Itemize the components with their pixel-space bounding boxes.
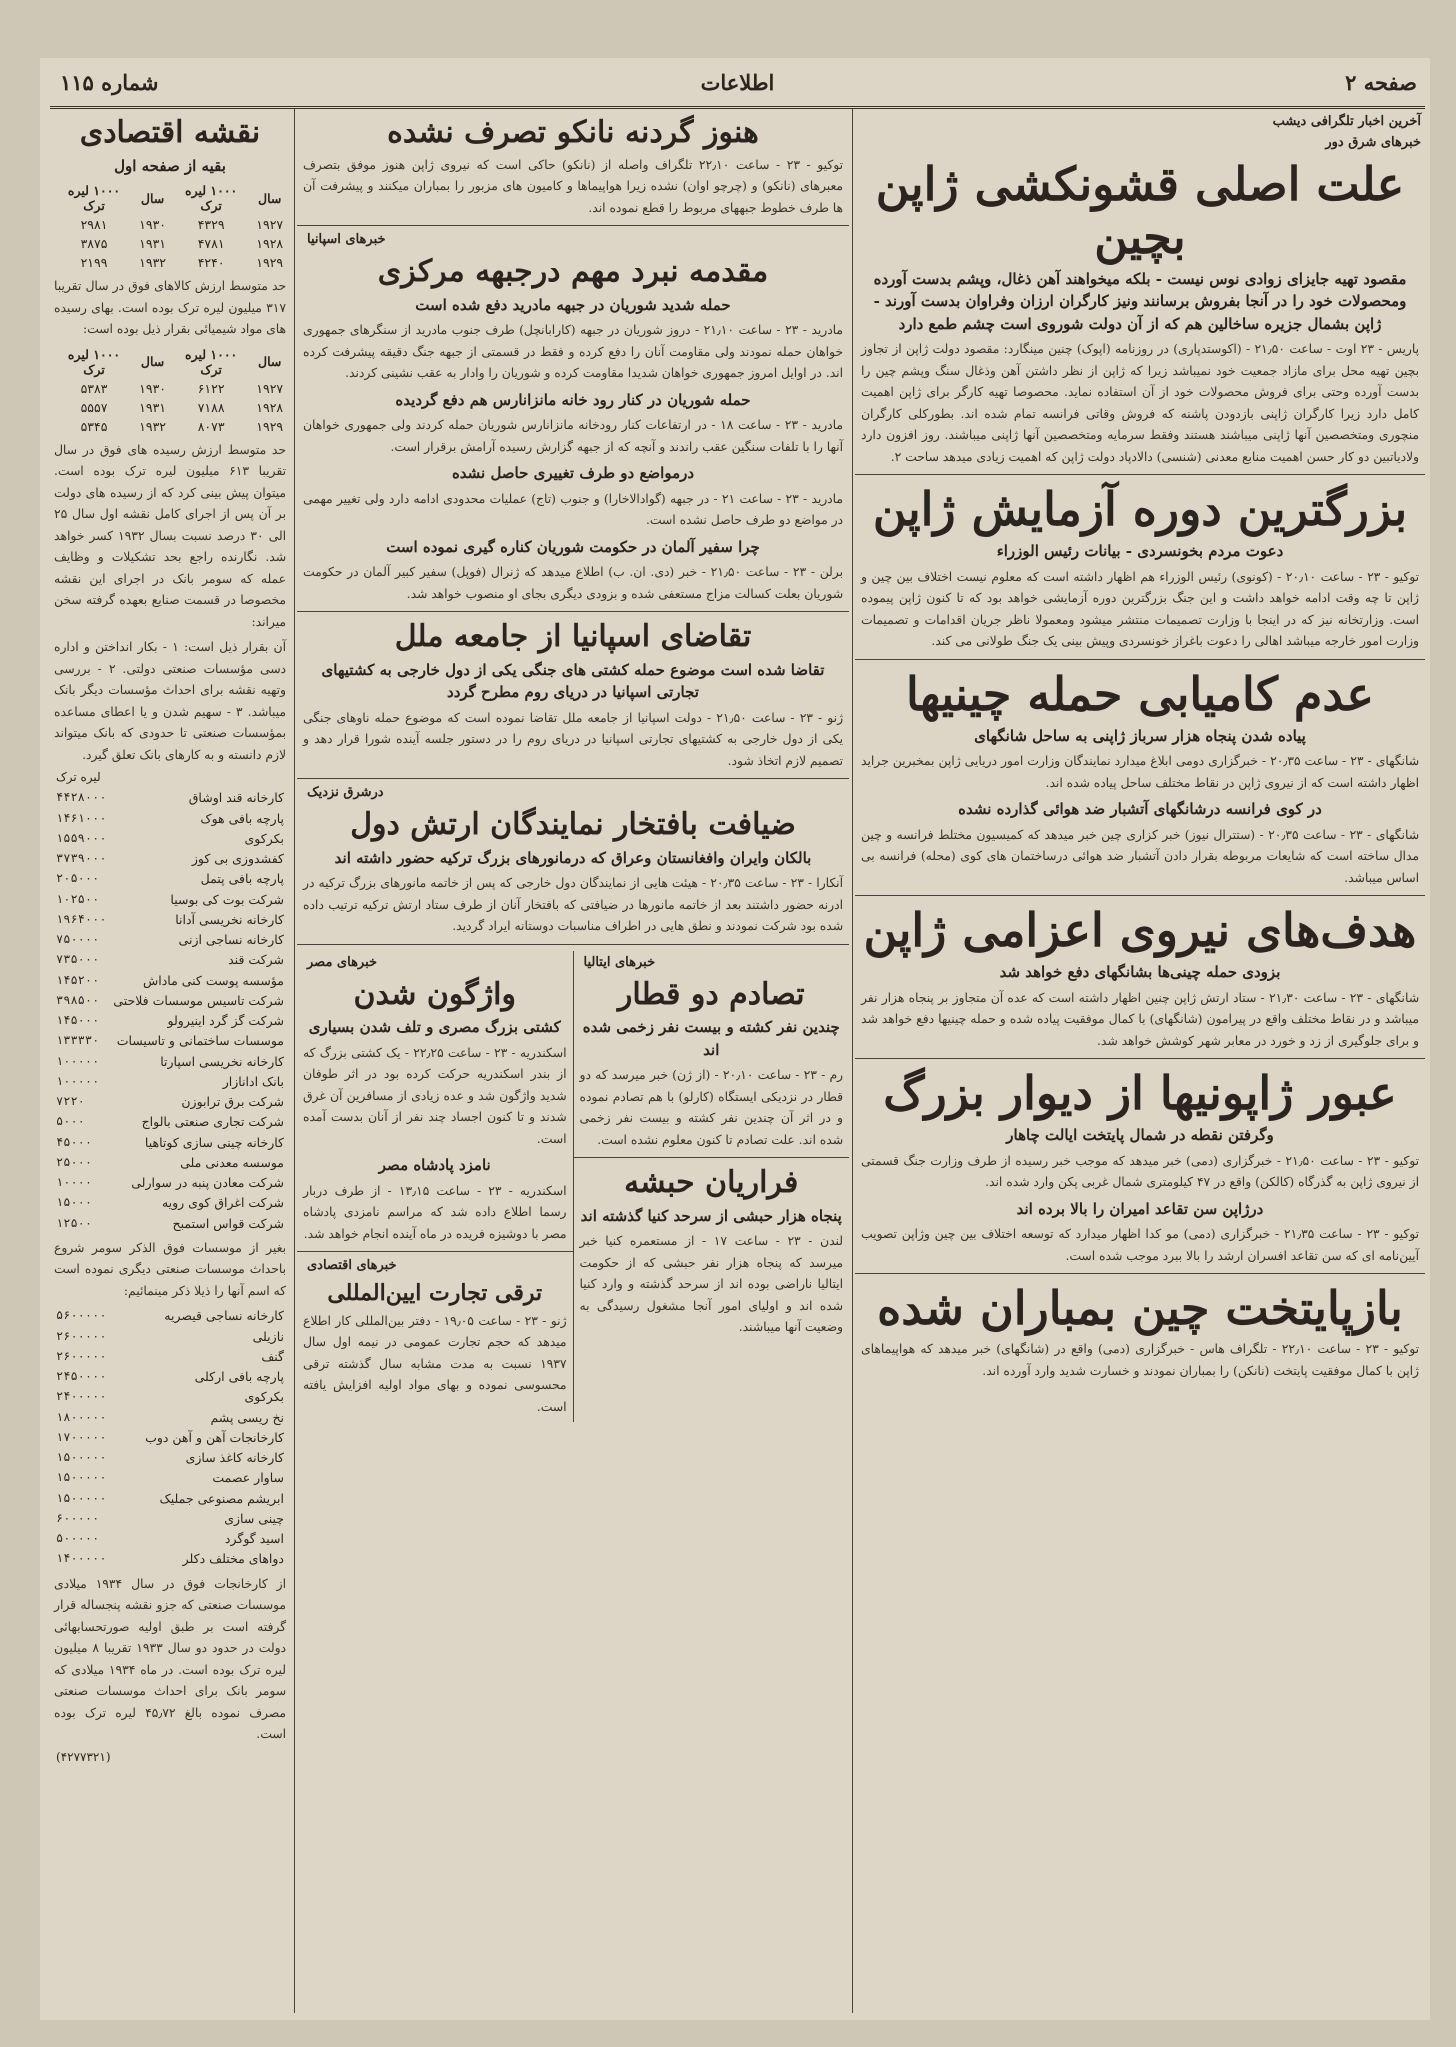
headline-banquet: ضیافت بافتخار نمایندگان ارتش دول (350, 807, 796, 843)
list-item (56, 1214, 284, 1234)
article-retirement-age: توکیو - ۲۳ - ساعت ۲۱٫۳۵ - خبرگزاری (دمی) مو کدا اظهار میدارد که توسعه اختلاف بین چین وژاپن تصویب آیین‌نامه ای که سن تقاعد افسران ارشد را بالا ببرد موجب شده است. (861, 1227, 1419, 1263)
headline-no-change: درمواضع دو طرف تغییری حاصل نشده (451, 464, 695, 483)
list-item (56, 1306, 284, 1326)
list-item (56, 1529, 284, 1549)
list-item (56, 1072, 284, 1092)
table-row: ۱۹۲۸ ۷۱۸۸ ۱۹۳۱ ۵۵۵۷ (80, 399, 284, 415)
subhead-central-front: حمله شدید شوریان در جبهه مادرید دفع شده است (415, 295, 731, 314)
headline-capital-bombed: بازپایتخت چین بمباران شده (877, 1281, 1403, 1336)
headline-german-ambassador: چرا سفیر آلمان در حکومت شوریان کناره گیری نموده است (386, 537, 760, 556)
column-left (48, 108, 292, 2013)
article-german-ambassador: برلن - ۲۳ - ساعت ۲۱٫۵۰ - خبر (دی. ان. ب) اطلاع میدهد که ژنرال (فوپل) سفیر کبیر آلمان در حکومت شوریان بعلت کسالت مزاج مستعفی شده و بزودی دیگری بجای او منصوب خواهد شد. (303, 565, 844, 601)
company-value: ۶۰۰۰۰۰ (56, 1510, 100, 1525)
table-header: ۱۰۰۰ لیره ترک (185, 346, 238, 377)
company-value: ۵۰۰۰ (56, 1114, 85, 1129)
section-economy: خبرهای اقتصادی (307, 1258, 397, 1274)
list-item (56, 1468, 284, 1488)
headline-central-front: مقدمه نبرد مهم درجبهه مرکزی (377, 254, 769, 290)
list-item (56, 1367, 284, 1387)
company-name: کارخانه نخریسی آدانا (175, 911, 284, 927)
company-name: بانک ادانازار (222, 1073, 284, 1089)
section-egypt: خبرهای مصر (307, 954, 378, 970)
headline-economic-plan: نقشه اقتصادی (79, 115, 261, 150)
article-great-wall: توکیو - ۲۳ - ساعت ۲۱٫۵۰ - خبرگزاری (دمی) خبر میدهد که موجب خبر رسیده از طرف وزارت جنگ قسمتی از نیروی ژاپن به گذرگاه (کالکن) واقع در ۴۷ کیلومتری شمال غربی پکن وارد شده اند. (861, 1153, 1419, 1190)
company-value: ۷۵۰۰۰۰ (56, 932, 100, 947)
headline-intl-trade: ترقی تجارت ایین‌المللی (327, 1280, 543, 1307)
divider (574, 1157, 850, 1158)
article-japan-china-cause: پاریس - ۲۳ اوت - ساعت ۲۱٫۵۰ - (اکوستدپاری) در روزنامه (اپوک) چنین مینگارد: مقصود دولت ژاپن از تجاوز بچین تهیه محل برای مازاد جمعیت خود نمیباشد زیرا که ژاپن از نظر داشتن آهن وذغال سنگ وپشم چین را بدست آورده وحتی برای فروش محصولات خود از آن استفاده نماید. محصوصا تهیه کارگر برای ژاپن اهمیت کامل دارد زیرا کارگران ژاپنی بازدودن پاشنه که فروش وقاتی فرانسه تمام شده اند. بطورکلی کارگران منچوری ومتخصصین آنها ژاپنی میباشند هستند وفقط سرمایه ومتخصصین آنها ژاپنی میباشند. روز افزون دارد ولادیاتبین دو کار حسن اهمیت منابع معدنی (شنسی) دالادپاد دولت ژاپن که اهمیت زیادی میدهد ساحت ۲. (861, 342, 1419, 464)
list-item (56, 1428, 284, 1448)
headline-retirement-age: درژاپن سن تقاعد امیران را بالا برده اند (1016, 1199, 1264, 1218)
company-value: ۷۲۲۰ (56, 1094, 85, 1109)
list-item (56, 1173, 284, 1193)
company-value: ۲۶۰۰۰۰۰ (56, 1328, 107, 1343)
company-value: ۱۵۰۰۰۰۰ (56, 1490, 107, 1505)
subhead-japan-targets: بزودی حمله چینی‌ها بشانگهای دفع خواهد شد (999, 963, 1281, 982)
section-spain: خبرهای اسپانیا (307, 232, 386, 248)
table-row: ۱۹۲۸ ۴۷۸۱ ۱۹۳۱ ۳۸۷۵ (80, 236, 284, 251)
table-row: ۱۹۲۹ ۴۲۴۰ ۱۹۳۲ ۲۱۹۹ (80, 255, 284, 270)
table-header: سال (140, 190, 165, 206)
list-item (56, 971, 284, 991)
table-header: ۱۰۰۰ لیره ترک (67, 346, 121, 377)
list-item (56, 829, 284, 849)
company-name: کارخانه چینی سازی کوتاهیا (144, 1134, 284, 1150)
company-value: ۱۵۰۰۰۰۰ (56, 1470, 107, 1485)
list-item (56, 1011, 284, 1031)
headline-manzanares: حمله شوریان در کنار رود خانه مانزانارس هم دفع گردیده (395, 390, 751, 409)
company-value: ۲۶۰۰۰۰۰ (56, 1348, 107, 1363)
company-name: شرکت تجاری صنعتی بالواج (141, 1114, 284, 1130)
company-name: اسید گوگرد (224, 1531, 284, 1547)
list-item (56, 1509, 284, 1529)
subhead-japan-trial: دعوت مردم بخونسردی - بیانات رئیس الوزراء (996, 542, 1284, 561)
company-name: نخ ریسی پشم (210, 1409, 284, 1425)
article-capsized: اسکندریه - ۲۳ - ساعت ۲۲٫۲۵ - یک کشتی بزرگ که از بندر اسکندریه حرکت کرده بود در اثر طوفان شدید واژگون شد و عده زیادی از مسافرین آن غرق شدند و تا کنون اجساد چند نفر از آنان بدست آمده است. (303, 1045, 567, 1146)
list-item (56, 930, 284, 950)
company-value: ۵۰۰۰۰۰ (56, 1531, 100, 1546)
article-league-of-nations: ژنو - ۲۳ - ساعت ۲۱٫۵۰ - دولت اسپانیا از جامعه ملل تقاضا نموده است که موضوع حمله ناوهای جنگی یکی از دول خارجی به کشتیهای تجارتی اسپانیا در دریای روم را در دستور جلسه آینده شورا قرار دهد و تصمیم لازم اتخاذ شود. (303, 710, 844, 768)
table-row: ۱۹۲۹ ۸۰۷۳ ۱۹۳۲ ۵۳۴۵ (80, 418, 284, 434)
company-name: کارخانجات آهن و آهن دوب (145, 1429, 284, 1445)
companies-list-2 (56, 1306, 284, 1569)
list-item (56, 1092, 284, 1112)
company-name: موسسات ساختمانی و تاسیسات (116, 1033, 284, 1049)
headline-king-fiancee: نامزد پادشاه مصر (378, 1156, 491, 1175)
company-value: ۱۰۲۵۰۰ (56, 891, 100, 906)
companies-list (56, 788, 284, 1234)
company-name: گنف (261, 1348, 284, 1364)
article-french-quarter: شانگهای - ۲۳ - ساعت ۲۰٫۳۵ - (ستترال نیوز) خبر کزاری چین خبر میدهد که کمیسیون مختلط فرانسه و چین مدال ساخته است که شایعات مربوطه بقرار دادن آتشبار ضد هوائی درساختمان های کوی (محله) فرانسه بی اساس میباشد. (861, 827, 1419, 885)
footer-code: (۴۲۷۷۳۲۱) (56, 1749, 111, 1764)
company-value: ۲۴۵۰۰۰۰ (56, 1369, 107, 1384)
divider (855, 1058, 1425, 1059)
article-chinese-attack: شانگهای - ۲۳ - ساعت ۲۰٫۳۵ - خبرگزاری دومی ابلاغ میدارد نمایندگان وزارت امور دریایی ژاپن بمخبرین جراید اظهار داشته است که از نیروی ژاپن در نقاط مختلف ساحل پیاده شده اند. (861, 754, 1420, 790)
company-name: شرکت اغراق کوی رویه (161, 1195, 284, 1211)
column-rule (852, 108, 853, 2013)
table-header: سال (258, 190, 282, 206)
unit-label: لیره ترک (56, 770, 101, 785)
headline-japan-targets: هدف‌های نیروی اعزامی ژاپن (863, 903, 1417, 958)
company-value: ۴۵۰۰۰ (56, 1134, 93, 1149)
divider (855, 659, 1425, 660)
section-near-east: درشرق نزدیک (307, 785, 384, 801)
company-name: پارچه بافی پتمل (200, 871, 284, 887)
company-name: شرکت گز گرد اینیرولو (167, 1013, 284, 1029)
divider (297, 778, 849, 779)
headline-train-collision: تصادم دو قطار (617, 976, 805, 1012)
company-value: ۱۰۰۰۰۰ (56, 1073, 100, 1088)
company-name: شرکت برق ترابوزن (181, 1094, 284, 1110)
company-value: ۳۹۸۵۰۰ (56, 992, 100, 1007)
divider (855, 895, 1425, 896)
company-name: ساوار عصمت (212, 1470, 284, 1486)
company-value: ۳۷۳۹۰۰۰ (56, 851, 107, 866)
company-name: کفشدوزی بی کوز (191, 851, 284, 867)
headline-japan-china-cause: علت اصلی قشونکشی ژاپن بچین (875, 157, 1405, 264)
company-value: ۱۷۰۰۰۰۰ (56, 1429, 107, 1444)
kicker-latest-news: آخرین اخبار تلگرافی دیشب (1272, 114, 1421, 129)
company-value: ۲۰۵۰۰۰ (56, 871, 100, 886)
headline-league-of-nations: تقاضای اسپانیا از جامعه ملل (394, 619, 752, 655)
article-train-collision: رم - ۲۳ - ساعت ۲۰٫۱۰ - (از ژن) خبر میرسد که دو قطار در نزدیکی ایستگاه (کارلو) با هم تصادم نموده و در اثر آن چندین نفر کشته و بیست نفر زخمی شده اند. علت تصادم تا کنون معلوم نشده است. (579, 1068, 843, 1147)
company-value: ۵۶۰۰۰۰۰ (56, 1308, 107, 1323)
company-name: موسسه معدنی ملی (180, 1154, 284, 1170)
subhead-banquet: بالکان وایران وافغانستان وعراق که درمانورهای بزرگ ترکیه حضور داشته اند (334, 848, 812, 867)
company-name: ابریشم مصنوعی جملیک (159, 1490, 284, 1506)
article-nankou-pass: توکیو - ۲۳ - ساعت ۲۲٫۱۰ تلگراف واصله از (نانکو) حاکی است که نیروی ژاپن هنوز موفق بتصرف معبرهای (نانکو) و (چرچو اوان) نشده زیرا هواپیماها و کامیون های مزبور را بمباران میکنند و پیشرفت آن ها طرف خطوط جبههای مربوط را قطع نموده اند. (303, 157, 843, 215)
list-item (56, 1052, 284, 1072)
list-item (56, 788, 284, 808)
company-value: ۱۴۵۲۰۰ (56, 972, 100, 987)
company-name: پارچه بافی ارکلی (194, 1369, 284, 1385)
paragraph-new-factories: بغیر از موسسات فوق الذکر سومر شروع باحداث موسسات صنعتی دیگری نموده است که اسم آنها را ذیلا ذکر مینمائیم: (54, 1240, 286, 1298)
company-name: کارخانه نخریسی اسپارتا (160, 1053, 284, 1069)
article-manzanares: مادرید - ۲۳ - ساعت ۱۸ - در ارتفاعات کنار رودخانه مانزانارس شوریان حمله کردند ولی جمهوری خواهان آنها را با تلفات سنگین عقب راندند و آنچه که از جبهه گزارش رسیده آرامش برقرار است. (303, 418, 843, 454)
list-item (56, 869, 284, 889)
company-name: کارخانه قند اوشاق (188, 790, 284, 806)
list-item (56, 849, 284, 869)
subhead-great-wall: وگرفتن نقطه در شمال پایتخت ایالت چاهار (1006, 1126, 1274, 1145)
article-japan-targets: شانگهای - ۲۳ - ساعت ۲۱٫۳۰ - ستاد ارتش ژاپن چنین اظهار داشته است که عده آن متجاوز بر پنجاه هزار نفر میباشد و در نقاط مختلف واقع در پیرامون (شانگهای) با کمال موفقیت پیاده شده و حمله چینیها دفع خواهد شد و برای جلوگیری از زد و خورد در معابر شهر کوشش خواهد شد. (861, 990, 1420, 1048)
company-value: ۱۴۰۰۰۰۰ (56, 1551, 107, 1566)
masthead (50, 66, 1425, 109)
company-name: کارخانه کاغذ سازی (185, 1450, 284, 1466)
column-middle (297, 108, 849, 2013)
company-name: شرکت معادن پنبه در سوارلی (131, 1175, 284, 1191)
company-value: ۱۴۵۰۰۰ (56, 1013, 100, 1028)
list-item (56, 809, 284, 829)
list-item (56, 1448, 284, 1468)
list-item (56, 1387, 284, 1407)
divider (297, 225, 849, 226)
article-banquet: آنکارا - ۲۳ - ساعت ۲۰٫۳۵ - هیئت هایی از نمایندگان دول خارجی که پس از خاتمه مانورهای بزرگ ترکیه در ادرنه حضور داشتند بعد از خاتمه مانورها در ضیافتی که بافتخار آنان از طرف ستاد ارتش ترکیه ترتیب داده شده بود شرکت نمودند و نطق هایی در اطراف مناسبات دوستانه ایراد گردید. (303, 876, 844, 934)
company-value: ۲۴۰۰۰۰۰ (56, 1389, 107, 1404)
company-name: شرکت بوت کی بوسیا (170, 891, 284, 907)
list-item (56, 1133, 284, 1153)
kicker-far-east: خبرهای شرق دور (1325, 135, 1421, 150)
company-value: ۲۵۰۰۰ (56, 1154, 93, 1169)
paragraph-sumer-bank: حد متوسط ارزش رسیده های فوق در سال تقریبا ۶۱۳ میلیون لیره ترک بوده است. میتوان پیش بینی کرد که از رسیده های دولت بر آن پس از اجرای کامل نقشه اول سال ۲۵ الی ۳۰ درصد نسبت بسال ۱۹۳۲ کسر خواهد شد. نگارنده راجع بحد تشکیلات و وظایف عمله که سومر بانک در اجرای این نقشه مخصوصا در قسمت صنایع بعهده گرفته سخن میراند: (54, 442, 286, 629)
company-name: نازیلی (252, 1328, 284, 1344)
divider (297, 1251, 573, 1252)
company-name: کارخانه نساجی قیصریه (164, 1308, 284, 1324)
paragraph-bank-duties: آن بقرار ذیل است: ۱ - بکار انداختن و اداره دسی مؤسسات صنعتی دولتی. ۲ - بررسی وتهیه نقشه برای احداث مؤسسات دیگر بانک میباشد. ۳ - سهیم شدن و یا اعطای مساعده بمؤسسات صنعتی تا حدودی که بانک میتواند لازم دانسته و به کارهای بانک تعلق گیرد. (54, 640, 287, 762)
subhead-train-collision: چندین نفر کشته و بیست نفر زخمی شده اند (582, 1018, 840, 1059)
subhead-ethiopian-refugees: پنجاه هزار حبشی از سرحد کنیا گذشته اند (580, 1206, 842, 1225)
list-item (56, 910, 284, 930)
subhead-league-of-nations: تقاضا شده است موضوع حمله کشتی های جنگی یکی از دول خارجی به کشتیهای تجارتی اسپانیا در دریای روم مطرح گردد (321, 660, 825, 702)
company-value: ۱۹۶۴۰۰۰ (56, 911, 107, 926)
company-name: مؤسسه پوست کنی ماداش (142, 972, 284, 988)
company-name: بکرکوی (244, 1389, 284, 1405)
list-item (56, 950, 284, 970)
headline-japan-trial: بزرگترین دوره آزمایش ژاپن (872, 482, 1408, 537)
company-value: ۱۵۰۰۰ (56, 1195, 93, 1210)
company-name: بکرکوی (244, 830, 284, 846)
company-value: ۷۳۵۰۰۰ (56, 952, 100, 967)
company-name: شرکت قواس استمبح (172, 1215, 284, 1231)
divider (297, 611, 849, 612)
company-value: ۱۸۰۰۰۰۰ (56, 1409, 107, 1424)
company-name: شرکت تاسیس موسسات فلاحتی (113, 992, 284, 1008)
list-item (56, 1153, 284, 1173)
divider (855, 474, 1425, 475)
column-right (855, 108, 1425, 2013)
company-value: ۱۳۳۳۳۰ (56, 1033, 100, 1048)
headline-great-wall: عبور ژاپونیها از دیوار بزرگ (883, 1066, 1397, 1121)
company-name: کارخانه نساجی ازنی (178, 932, 284, 948)
article-central-front: مادرید - ۲۳ - ساعت ۲۱٫۱۰ - دروز شوریان در جبهه (کارابانچل) طرف جنوب مادرید از سنگرهای جمهوری خواهان حمله نمودند ولی مقاومت آنان را دفع کرده و فقط در قسمتی از جبهه جنگ دقیقه پیشرفت کرده اند. در اوایل امروز جمهوری خواهان شدیدا مقاومت کرده و شوریان را وادار به عقب نشینی کردند. (303, 323, 844, 381)
divider (297, 944, 849, 945)
list-item (56, 1112, 284, 1132)
headline-capsized: واژگون شدن (353, 976, 516, 1012)
list-item (56, 1408, 284, 1428)
table-header: ۱۰۰۰ لیره ترک (67, 183, 121, 213)
table-row: ۱۹۲۷ ۶۱۲۲ ۱۹۳۰ ۵۳۸۳ (80, 380, 284, 396)
list-item (56, 890, 284, 910)
list-item (56, 1549, 284, 1569)
table-header: سال (258, 354, 282, 370)
article-japan-trial: توکیو - ۲۳ - ساعت ۲۰٫۱۰ - (کونوی) رئیس الوزراء هم اظهار داشته است که معلوم نیست اختلاف بین چین و ژاپن تا چه وقت ادامه خواهد داشت و این جنگ بزرگترین دوره آزمایشی خواهد بود که تا کنون ژاپن پیموده است. وزارتخانه نیز که در اینجا با وزارت تصمیمات منتشر میشود ومعمولا ناظر جریان اقدامات و تصمیمات وزارت امور خارجه میباشد اهالی را دعوت باغراز خونسردی وپیش بینی یک جنگ طولانی می کند. (861, 569, 1420, 649)
newspaper-name: اطلاعات (700, 70, 775, 95)
subhead-chinese-attack: پیاده شدن پنجاه هزار سرباز ژاپنی به ساحل شانگهای (974, 726, 1306, 745)
headline-chinese-attack: عدم کامیابی حمله چینیها (906, 666, 1374, 721)
article-king-fiancee: اسکندریه - ۲۳ - ساعت ۱۳٫۱۵ - از طرف دربار رسما اطلاع داده شد که مراسم نامزدی پادشاه مصر با دوشیزه فریده در ماه آینده انجام خواهد شد. (303, 1183, 567, 1241)
table-imports-2 (53, 345, 287, 436)
company-value: ۱۲۵۰۰ (56, 1215, 93, 1230)
list-item (56, 1347, 284, 1367)
company-value: ۱۰۰۰۰ (56, 1175, 93, 1190)
headline-nankou-pass: هنوز گردنه نانکو تصرف نشده (387, 115, 759, 150)
egypt-subcolumn (297, 951, 573, 1423)
article-ethiopian-refugees: لندن - ۲۳ - ساعت ۱۷ - از مستعمره کنیا خبر میرسد که پنجاه هزار نفر حبشی که از حکومت ایتالیا ناراضی بوده اند از سرحد گذشته و وارد کنیا شده اند و اولیای امور آنجا مشغول رسیدگی به وضعیت آنها میباشند. (579, 1234, 843, 1335)
italy-subcolumn (573, 951, 850, 1423)
list-item (56, 1193, 284, 1213)
lower-split (297, 951, 849, 1423)
article-intl-trade: ژنو - ۲۳ - ساعت ۱۹٫۰۵ - دفتر بین‌المللی کار اطلاع میدهد که حجم تجارت عمومی در نیمه اول سال ۱۹۳۷ نسبت به مدت مشابه سال گذشته ترقی محسوسی نموده و بهای مواد اولیه افزایش یافته است. (303, 1313, 567, 1414)
table-header: ۱۰۰۰ لیره ترک (185, 183, 238, 213)
list-item (56, 991, 284, 1011)
article-no-change: مادرید - ۲۳ - ساعت ۲۱ - در جبهه (گوادالاخارا) و جنوب (تاج) عملیات محدودی ادامه دارد ولی تغییر مهمی در مواضع دو طرف حاصل نشده است. (303, 491, 843, 528)
company-value: ۱۵۵۹۰۰۰ (56, 830, 107, 845)
issue-number: شماره ۱۱۵ (60, 70, 159, 95)
subhead-continued: بقیه از صفحه اول (114, 156, 226, 175)
article-capital-bombed: توکیو - ۲۳ - ساعت ۲۲٫۱۰ - تلگراف هاس - خبرگزاری (دمی) واقع در (شانگهای) خبر میدهد که هواپیماهای ژاپن با کمال موفقیت پایتخت (نانکن) را بمباران نمودند و خسارت شدید وارد آورده اند. (861, 1342, 1420, 1378)
list-item (56, 1327, 284, 1347)
company-value: ۱۴۶۱۰۰۰ (56, 810, 107, 825)
table-header: سال (140, 354, 165, 370)
table-imports-1 (53, 181, 287, 272)
company-value: ۱۵۰۰۰۰۰ (56, 1450, 107, 1465)
section-italy: خبرهای ایتالیا (583, 954, 656, 970)
subhead-capsized: کشتی بزرگ مصری و تلف شدن بسیاری (308, 1018, 561, 1037)
paragraph-average-value: حد متوسط ارزش کالاهای فوق در سال تقریبا ۳۱۷ میلیون لیره ترک بوده است. بهای رسیده های مواد شیمیائی بقرار ذیل بوده است: (54, 279, 286, 337)
page-number: صفحه ۲ (1345, 70, 1417, 95)
paragraph-investment: از کارخانجات فوق در سال ۱۹۳۴ میلادی موسسات صنعتی که جزو نقشه پنجساله قرار گرفته است بر طبق اولیه صورتحسابهائی دولت در حدود دو سال ۱۹۳۳ تقریبا ۸ میلیون لیره ترک بوده است. در ماه ۱۹۳۴ میلادی که سومر بانک برای احداث موسسات صنعتی مصرف نموده بالغ ۴۵٫۷۲ لیره ترک بوده است. (54, 1576, 286, 1742)
subhead-japan-china-cause: مقصود تهیه جایزای زوادی نوس نیست - بلکه میخواهند آهن ذغال، وپشم بدست آورده ومحصولات خود را در آنجا بفروش برسانند ونیز کارگران ارزان وفراوان بدست آورند - ژاپن بشمال جزیره ساخالین هم که از آن دولت شوروی است چشم طمع دارد (873, 269, 1407, 333)
company-name: چینی سازی (224, 1510, 284, 1526)
company-name: دواهای مختلف دکلر (182, 1551, 284, 1567)
list-item (56, 1031, 284, 1051)
company-name: شرکت قند (228, 952, 284, 968)
company-name: پارچه بافی هوک (200, 810, 284, 826)
company-value: ۴۴۲۸۰۰۰ (56, 790, 107, 805)
column-rule (294, 108, 295, 2013)
headline-ethiopian-refugees: فراریان حبشه (624, 1165, 799, 1201)
headline-french-quarter: در کوی فرانسه درشانگهای آتشبار ضد هوائی گذارده نشده (958, 800, 1322, 819)
list-item (56, 1489, 284, 1509)
company-value: ۱۰۰۰۰۰ (56, 1053, 100, 1068)
table-row: ۱۹۲۷ ۴۳۲۹ ۱۹۳۰ ۲۹۸۱ (80, 217, 284, 232)
divider (855, 1273, 1425, 1274)
